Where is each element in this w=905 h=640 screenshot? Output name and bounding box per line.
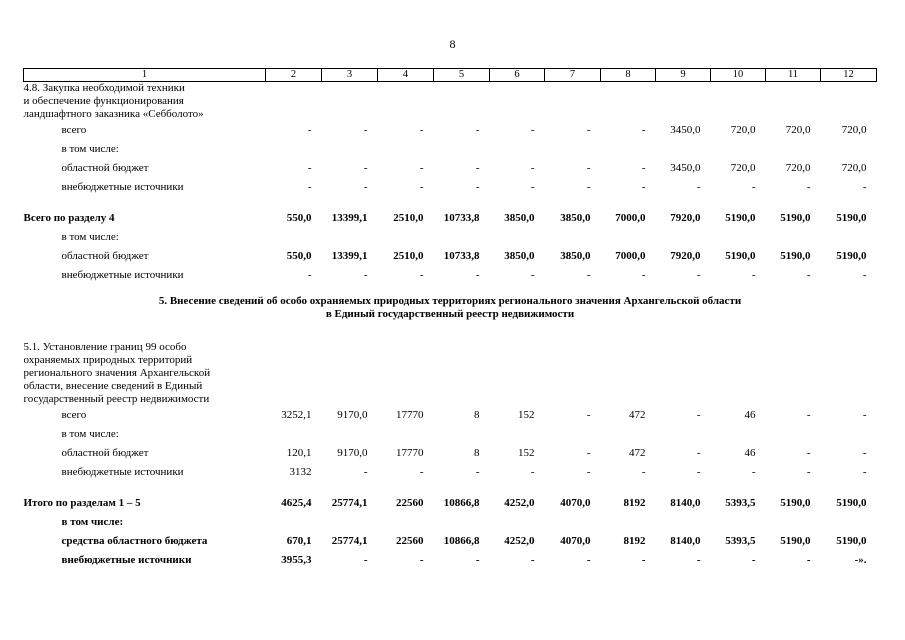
row-label: всего	[61, 409, 87, 421]
value-cell: 4070,0	[560, 535, 591, 547]
row-label: областной бюджет	[61, 250, 149, 262]
value-cell: 4252,0	[504, 535, 535, 547]
value-cell	[378, 513, 434, 532]
value-cell: -	[586, 409, 591, 421]
value-cell	[821, 513, 877, 532]
header-cell: 2	[266, 69, 322, 82]
row-label: областной бюджет	[61, 447, 149, 459]
value-cell: -	[530, 269, 535, 281]
value-cell	[545, 425, 601, 444]
value-cell	[821, 140, 877, 159]
header-cell: 9	[656, 69, 711, 82]
item-title-line: области, внесение сведений в Единый	[23, 380, 203, 392]
value-cell	[821, 425, 877, 444]
header-cell: 3	[322, 69, 378, 82]
value-cell: 13399,1	[331, 250, 368, 262]
row-label: внебюджетные источники	[61, 269, 184, 281]
value-cell: -	[586, 466, 591, 478]
value-cell: 5190,0	[780, 212, 811, 224]
value-cell: 10733,8	[443, 250, 480, 262]
row-label: средства областного бюджета	[61, 535, 208, 547]
value-cell: -	[806, 466, 811, 478]
row-label: в том числе:	[61, 231, 119, 243]
table-row	[24, 444, 877, 463]
header-cell: 5	[434, 69, 490, 82]
value-cell: 670,1	[286, 535, 312, 547]
row-label: в том числе:	[61, 143, 119, 155]
value-cell: 7000,0	[615, 250, 646, 262]
value-cell	[601, 513, 656, 532]
table-row	[24, 513, 877, 532]
value-cell: -	[307, 124, 312, 136]
item-title-row	[24, 82, 877, 122]
value-cell: -	[641, 466, 646, 478]
value-cell	[266, 513, 322, 532]
value-cell: 4070,0	[560, 497, 591, 509]
table-row	[24, 209, 877, 228]
value-cell	[545, 140, 601, 159]
value-cell: -».	[854, 554, 867, 566]
value-cell	[601, 140, 656, 159]
table-row	[24, 121, 877, 140]
value-cell: 720,0	[841, 124, 867, 136]
value-cell	[322, 140, 378, 159]
value-cell	[434, 425, 490, 444]
value-cell	[711, 513, 766, 532]
value-cell: 8	[474, 447, 480, 459]
row-label: внебюджетные источники	[61, 554, 192, 566]
value-cell: -	[475, 466, 480, 478]
value-cell: 8140,0	[670, 497, 701, 509]
section-heading-line: в Единый государственный реестр недвижимости	[325, 308, 575, 320]
value-cell: 5393,5	[725, 535, 756, 547]
value-cell: 8140,0	[670, 535, 701, 547]
value-cell: 3252,1	[281, 409, 312, 421]
value-cell: -	[530, 181, 535, 193]
value-cell: -	[751, 466, 756, 478]
value-cell	[490, 513, 545, 532]
value-cell	[656, 228, 711, 247]
value-cell: -	[806, 554, 811, 566]
value-cell: 720,0	[785, 162, 811, 174]
item-title-line: охраняемых природных территорий	[23, 354, 193, 366]
value-cell: -	[586, 269, 591, 281]
value-cell: 17770	[396, 409, 424, 421]
value-cell: 8192	[623, 535, 646, 547]
spacer-row	[24, 197, 877, 209]
value-cell: -	[696, 269, 701, 281]
row-label: в том числе:	[61, 428, 119, 440]
value-cell: 120,1	[286, 447, 312, 459]
value-cell: -	[475, 269, 480, 281]
value-cell: -	[307, 181, 312, 193]
value-cell	[766, 140, 821, 159]
value-cell: 5190,0	[836, 535, 867, 547]
value-cell	[656, 513, 711, 532]
value-cell: -	[751, 269, 756, 281]
value-cell	[378, 140, 434, 159]
value-cell: -	[862, 466, 867, 478]
value-cell: 22560	[396, 535, 424, 547]
value-cell: -	[586, 181, 591, 193]
value-cell: 4625,4	[281, 497, 312, 509]
header-cell: 10	[711, 69, 766, 82]
value-cell: 13399,1	[331, 212, 368, 224]
value-cell: -	[475, 181, 480, 193]
value-cell: -	[363, 466, 368, 478]
value-cell: 7920,0	[670, 212, 701, 224]
value-cell: -	[641, 181, 646, 193]
value-cell	[378, 228, 434, 247]
value-cell	[545, 513, 601, 532]
value-cell: 46	[744, 447, 756, 459]
value-cell: -	[696, 447, 701, 459]
value-cell: 5190,0	[836, 250, 867, 262]
value-cell: 4252,0	[504, 497, 535, 509]
value-cell: 5190,0	[780, 250, 811, 262]
value-cell: -	[419, 554, 424, 566]
value-cell: 5393,5	[725, 497, 756, 509]
budget-table	[23, 68, 877, 570]
value-cell: -	[806, 181, 811, 193]
table-row	[24, 140, 877, 159]
value-cell	[601, 228, 656, 247]
value-cell: 8	[474, 409, 480, 421]
page-number: 8	[449, 37, 456, 51]
value-cell	[821, 228, 877, 247]
value-cell: 3850,0	[560, 250, 591, 262]
value-cell: 152	[518, 447, 535, 459]
value-cell: -	[806, 409, 811, 421]
value-cell: 5190,0	[836, 497, 867, 509]
value-cell: -	[419, 269, 424, 281]
table-row	[24, 494, 877, 513]
value-cell	[266, 140, 322, 159]
item-title	[24, 341, 877, 406]
item-title-line: и обеспечение функционирования	[23, 95, 184, 107]
value-cell: -	[751, 554, 756, 566]
value-cell: -	[862, 269, 867, 281]
value-cell	[490, 140, 545, 159]
value-cell: -	[751, 181, 756, 193]
value-cell: -	[862, 409, 867, 421]
value-cell	[711, 228, 766, 247]
value-cell	[378, 425, 434, 444]
header-cell: 6	[490, 69, 545, 82]
value-cell	[322, 513, 378, 532]
value-cell	[266, 228, 322, 247]
value-cell: -	[307, 162, 312, 174]
value-cell	[322, 228, 378, 247]
value-cell: 10733,8	[443, 212, 480, 224]
table-row	[24, 463, 877, 482]
value-cell: 5190,0	[780, 535, 811, 547]
item-title	[24, 82, 877, 122]
item-title-row	[24, 341, 877, 406]
spacer-cell	[24, 197, 877, 209]
value-cell: -	[696, 409, 701, 421]
table-row	[24, 159, 877, 178]
value-cell: -	[419, 162, 424, 174]
value-cell	[434, 513, 490, 532]
item-title-line: государственный реестр недвижимости	[23, 393, 210, 405]
value-cell: 3850,0	[504, 212, 535, 224]
section-heading-line: 5. Внесение сведений об особо охраняемых природных территориях регионального значения Архангельской области	[158, 295, 742, 307]
value-cell: 22560	[396, 497, 424, 509]
item-title-line: 5.1. Установление границ 99 особо	[23, 341, 187, 353]
value-cell: -	[363, 554, 368, 566]
table-row	[24, 266, 877, 285]
value-cell: -	[530, 466, 535, 478]
value-cell: 720,0	[785, 124, 811, 136]
value-cell	[266, 425, 322, 444]
value-cell: -	[641, 124, 646, 136]
value-cell: 472	[629, 447, 646, 459]
value-cell: 3850,0	[560, 212, 591, 224]
value-cell: -	[419, 181, 424, 193]
item-title-line: ландшафтного заказника «Себболото»	[23, 108, 204, 120]
value-cell: -	[641, 554, 646, 566]
value-cell: 9170,0	[337, 447, 368, 459]
value-cell: 550,0	[286, 250, 312, 262]
row-label: Всего по разделу 4	[23, 212, 115, 224]
value-cell: 7000,0	[615, 212, 646, 224]
value-cell: 3132	[289, 466, 312, 478]
value-cell: -	[530, 124, 535, 136]
value-cell: -	[696, 466, 701, 478]
value-cell: 2510,0	[393, 212, 424, 224]
value-cell: 720,0	[730, 162, 756, 174]
spacer-row	[24, 482, 877, 494]
value-cell: 3450,0	[670, 162, 701, 174]
item-title-line: 4.8. Закупка необходимой техники	[23, 82, 185, 94]
value-cell	[711, 425, 766, 444]
value-cell: 5190,0	[725, 250, 756, 262]
row-label: в том числе:	[61, 516, 124, 528]
value-cell: 152	[518, 409, 535, 421]
value-cell: -	[586, 162, 591, 174]
row-label: внебюджетные источники	[61, 181, 184, 193]
header-cell: 7	[545, 69, 601, 82]
value-cell	[322, 425, 378, 444]
value-cell: 550,0	[286, 212, 312, 224]
value-cell	[434, 228, 490, 247]
value-cell: -	[862, 181, 867, 193]
value-cell	[490, 425, 545, 444]
value-cell: 472	[629, 409, 646, 421]
value-cell: 3850,0	[504, 250, 535, 262]
table-row	[24, 551, 877, 570]
value-cell: 3450,0	[670, 124, 701, 136]
value-cell: -	[641, 269, 646, 281]
value-cell: -	[307, 269, 312, 281]
spacer-cell	[24, 482, 877, 494]
value-cell	[434, 140, 490, 159]
value-cell: -	[475, 554, 480, 566]
value-cell: 10866,8	[443, 497, 480, 509]
value-cell: 10866,8	[443, 535, 480, 547]
value-cell: 7920,0	[670, 250, 701, 262]
value-cell: 5190,0	[836, 212, 867, 224]
value-cell: 2510,0	[393, 250, 424, 262]
value-cell: 25774,1	[331, 535, 368, 547]
section-heading-row	[24, 285, 877, 341]
table-row	[24, 406, 877, 425]
value-cell: 9170,0	[337, 409, 368, 421]
column-number-header	[24, 69, 877, 82]
value-cell	[766, 513, 821, 532]
section-heading	[24, 285, 877, 341]
value-cell	[766, 425, 821, 444]
value-cell: -	[363, 269, 368, 281]
table-body	[24, 69, 877, 571]
value-cell: -	[586, 124, 591, 136]
value-cell: -	[530, 162, 535, 174]
value-cell: 25774,1	[331, 497, 368, 509]
value-cell: 17770	[396, 447, 424, 459]
value-cell: 3955,3	[281, 554, 312, 566]
value-cell: -	[806, 447, 811, 459]
item-title-line: регионального значения Архангельской	[23, 367, 211, 379]
value-cell: -	[586, 447, 591, 459]
header-cell: 1	[24, 69, 266, 82]
header-cell: 11	[766, 69, 821, 82]
value-cell: -	[363, 124, 368, 136]
value-cell	[545, 228, 601, 247]
value-cell: 5190,0	[725, 212, 756, 224]
table-row	[24, 425, 877, 444]
table-row	[24, 228, 877, 247]
row-label: областной бюджет	[61, 162, 149, 174]
value-cell	[711, 140, 766, 159]
row-label: внебюджетные источники	[61, 466, 184, 478]
value-cell: -	[586, 554, 591, 566]
value-cell: -	[862, 447, 867, 459]
value-cell: -	[475, 124, 480, 136]
value-cell: -	[475, 162, 480, 174]
value-cell: -	[363, 162, 368, 174]
value-cell: 720,0	[841, 162, 867, 174]
row-label: Итого по разделам 1 – 5	[23, 497, 141, 509]
value-cell: -	[530, 554, 535, 566]
table-row	[24, 247, 877, 266]
header-cell: 4	[378, 69, 434, 82]
value-cell: -	[641, 162, 646, 174]
value-cell	[656, 425, 711, 444]
value-cell: -	[806, 269, 811, 281]
value-cell	[656, 140, 711, 159]
value-cell: -	[696, 181, 701, 193]
value-cell: -	[363, 181, 368, 193]
header-cell: 8	[601, 69, 656, 82]
value-cell: -	[419, 124, 424, 136]
value-cell	[490, 228, 545, 247]
value-cell: 46	[744, 409, 756, 421]
value-cell: -	[696, 554, 701, 566]
value-cell: 720,0	[730, 124, 756, 136]
row-label: всего	[61, 124, 87, 136]
value-cell: 5190,0	[780, 497, 811, 509]
value-cell	[601, 425, 656, 444]
value-cell	[766, 228, 821, 247]
header-cell: 12	[821, 69, 877, 82]
value-cell: -	[419, 466, 424, 478]
value-cell: 8192	[623, 497, 646, 509]
table-row	[24, 532, 877, 551]
table-row	[24, 178, 877, 197]
